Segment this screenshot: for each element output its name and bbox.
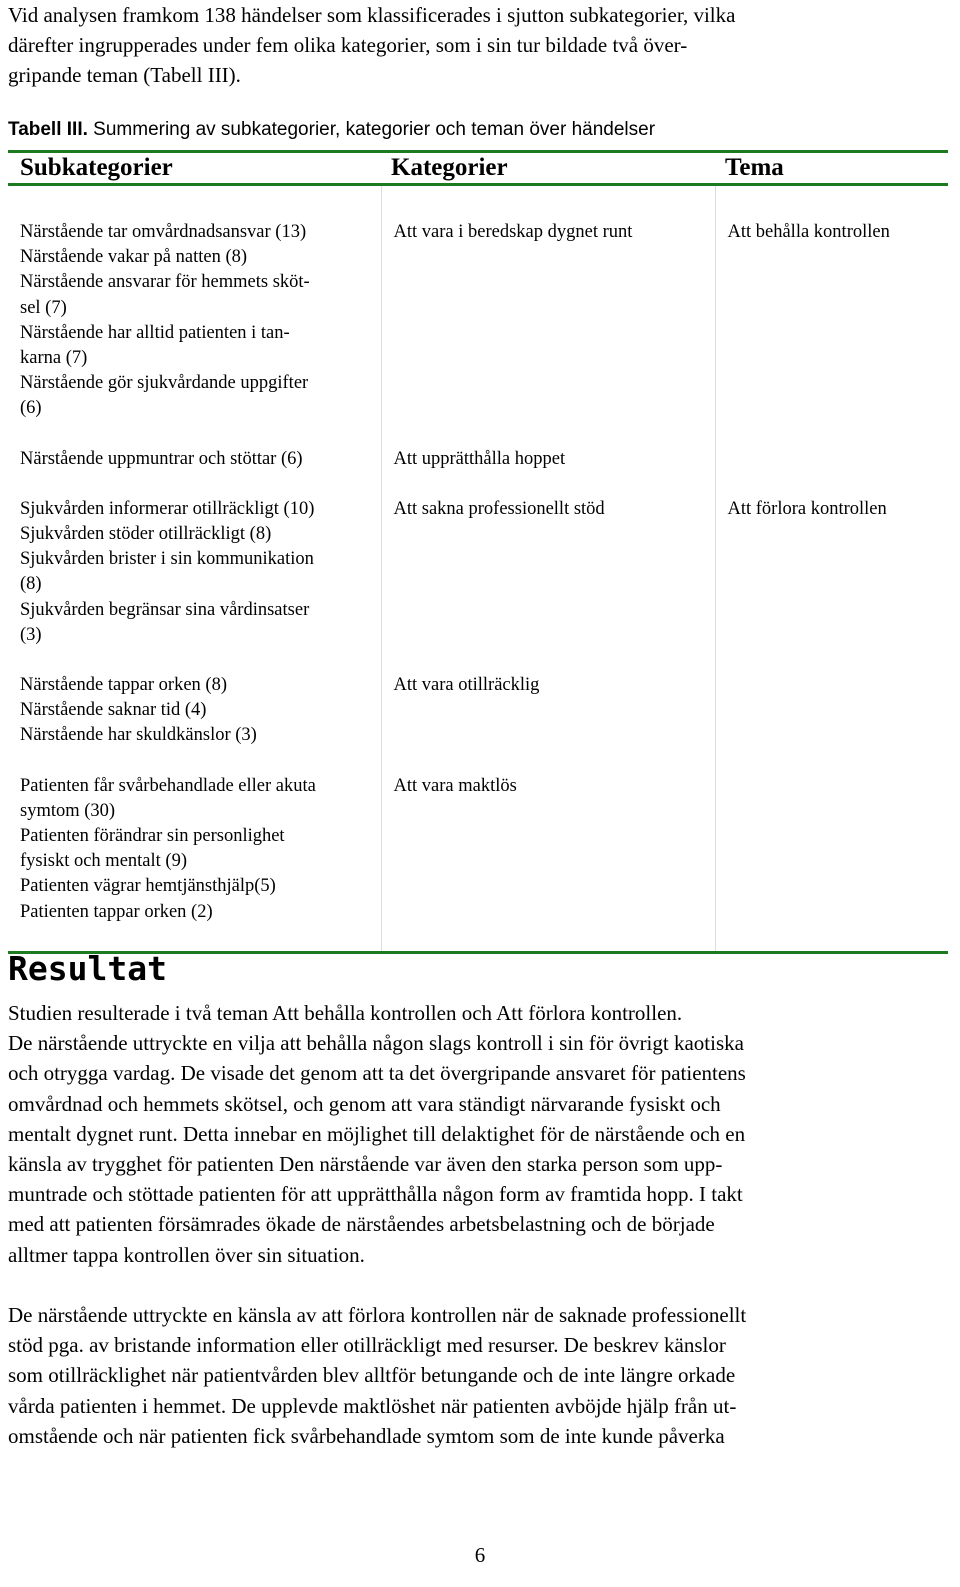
category-cell: Att vara i beredskap dygnet runt bbox=[381, 185, 715, 447]
intro-line: gripande teman (Tabell III). bbox=[8, 63, 241, 87]
subcategory-line: (6) bbox=[20, 398, 42, 419]
subcategory-cell bbox=[8, 497, 381, 673]
theme-cell bbox=[715, 774, 948, 953]
subcategory-line: Patienten får svårbehandlade eller akuta bbox=[20, 775, 316, 796]
paragraph-line: vårda patienten i hemmet. De upplevde maktlöshet när patienten avböjde hjälp från ut- bbox=[8, 1393, 737, 1418]
table-row bbox=[8, 447, 948, 497]
theme-cell bbox=[715, 447, 948, 497]
header-subcategories: Subkategorier bbox=[8, 152, 381, 185]
paragraph-line: och otrygga vardag. De visade det genom att ta det övergripande ansvaret för patientens bbox=[8, 1061, 746, 1086]
subcategory-line: Närstående ansvarar för hemmets sköt- bbox=[20, 272, 310, 293]
subcategory-line: Närstående gör sjukvårdande uppgifter bbox=[20, 373, 309, 394]
subcategory-line: Närstående tappar orken (8) bbox=[20, 675, 227, 696]
table-row bbox=[8, 185, 948, 447]
theme-cell: Att behålla kontrollen bbox=[715, 185, 948, 447]
subcategory-line: karna (7) bbox=[20, 348, 88, 369]
subcategory-cell bbox=[8, 185, 381, 447]
results-paragraph-2 bbox=[8, 1300, 953, 1451]
subcategory-line: Närstående har skuldkänslor (3) bbox=[20, 725, 257, 746]
paragraph-line: omvårdnad och hemmets skötsel, och genom att vara ständigt närvarande fysiskt och bbox=[8, 1091, 721, 1116]
subcategory-line: (3) bbox=[20, 624, 42, 645]
table-header-row bbox=[8, 152, 948, 185]
subcategory-line: Sjukvården brister i sin kommunikation bbox=[20, 549, 314, 570]
subcategory-cell bbox=[8, 447, 381, 497]
subcategory-line: Närstående vakar på natten (8) bbox=[20, 247, 248, 268]
results-heading: Resultat bbox=[8, 949, 167, 988]
table-row bbox=[8, 673, 948, 774]
paragraph-line: mentalt dygnet runt. Detta innebar en möjlighet till delaktighet för de närstående och en bbox=[8, 1121, 746, 1146]
paragraph-line: Studien resulterade i två teman Att behålla kontrollen och Att förlora kontrollen. bbox=[8, 1001, 683, 1025]
subcategory-line: Sjukvården stöder otillräckligt (8) bbox=[20, 524, 272, 545]
header-categories: Kategorier bbox=[381, 152, 715, 185]
theme-cell bbox=[715, 673, 948, 774]
paragraph-line: med att patienten försämrades ökade de närståendes arbetsbelastning och de började bbox=[8, 1212, 715, 1237]
table-caption bbox=[8, 116, 948, 144]
theme-cell: Att förlora kontrollen bbox=[715, 497, 948, 673]
paragraph-line: De närstående uttryckte en känsla av att förlora kontrollen när de saknade professionellt bbox=[8, 1303, 747, 1327]
table-row bbox=[8, 774, 948, 953]
paragraph-line: alltmer tappa kontrollen över sin situation. bbox=[8, 1242, 365, 1267]
category-cell: Att vara maktlös bbox=[381, 774, 715, 953]
subcategory-cell bbox=[8, 673, 381, 774]
table-caption-text: Summering av subkategorier, kategorier och teman över händelser bbox=[87, 119, 656, 140]
subcategory-line: Närstående har alltid patienten i tan- bbox=[20, 322, 290, 343]
subcategory-line: Sjukvården begränsar sina vårdinsatser bbox=[20, 599, 310, 620]
paragraph-line: muntrade och stöttade patienten för att upprätthålla någon form av framtida hopp. I takt bbox=[8, 1182, 743, 1207]
subcategory-line: fysiskt och mentalt (9) bbox=[20, 851, 187, 872]
subcategory-cell bbox=[8, 774, 381, 953]
table-row bbox=[8, 497, 948, 673]
summary-table bbox=[8, 150, 948, 954]
table-caption-label: Tabell III. bbox=[8, 119, 88, 140]
intro-line: Vid analysen framkom 138 händelser som klassificerades i sjutton subkategorier, vilka bbox=[8, 3, 736, 27]
subcategory-line: symtom (30) bbox=[20, 800, 116, 821]
header-theme: Tema bbox=[715, 152, 948, 185]
category-cell: Att vara otillräcklig bbox=[381, 673, 715, 774]
subcategory-line: Sjukvården informerar otillräckligt (10) bbox=[20, 498, 315, 519]
results-paragraph-1 bbox=[8, 998, 953, 1270]
subcategory-line: sel (7) bbox=[20, 297, 67, 318]
subcategory-line: Patienten förändrar sin personlighet bbox=[20, 826, 285, 847]
paragraph-line: känsla av trygghet för patienten Den närstående var även den starka person som upp- bbox=[8, 1152, 723, 1177]
subcategory-line: (8) bbox=[20, 574, 42, 595]
category-cell: Att upprätthålla hoppet bbox=[381, 447, 715, 497]
intro-paragraph bbox=[8, 0, 948, 90]
subcategory-line: Närstående uppmuntrar och stöttar (6) bbox=[20, 448, 303, 469]
subcategory-line: Patienten tappar orken (2) bbox=[20, 901, 213, 922]
paragraph-line: som otillräcklighet när patientvården blev alltför betungande och de inte längre orkade bbox=[8, 1363, 736, 1388]
subcategory-line: Närstående saknar tid (4) bbox=[20, 700, 207, 721]
subcategory-line: Patienten vägrar hemtjänsthjälp(5) bbox=[20, 876, 276, 897]
paragraph-line: stöd pga. av bristande information eller otillräckligt med resurser. De beskrev känslor bbox=[8, 1333, 726, 1358]
paragraph-line: omstående och när patienten fick svårbehandlade symtom som de inte kunde påverka bbox=[8, 1423, 725, 1448]
category-cell: Att sakna professionellt stöd bbox=[381, 497, 715, 673]
subcategory-line: Närstående tar omvårdnadsansvar (13) bbox=[20, 222, 307, 242]
intro-line: därefter ingrupperades under fem olika kategorier, som i sin tur bildade två över- bbox=[8, 33, 688, 57]
page-number: 6 bbox=[474, 1543, 486, 1567]
paragraph-line: De närstående uttryckte en vilja att behålla någon slags kontroll i sin för övrigt kaotiska bbox=[8, 1031, 744, 1056]
